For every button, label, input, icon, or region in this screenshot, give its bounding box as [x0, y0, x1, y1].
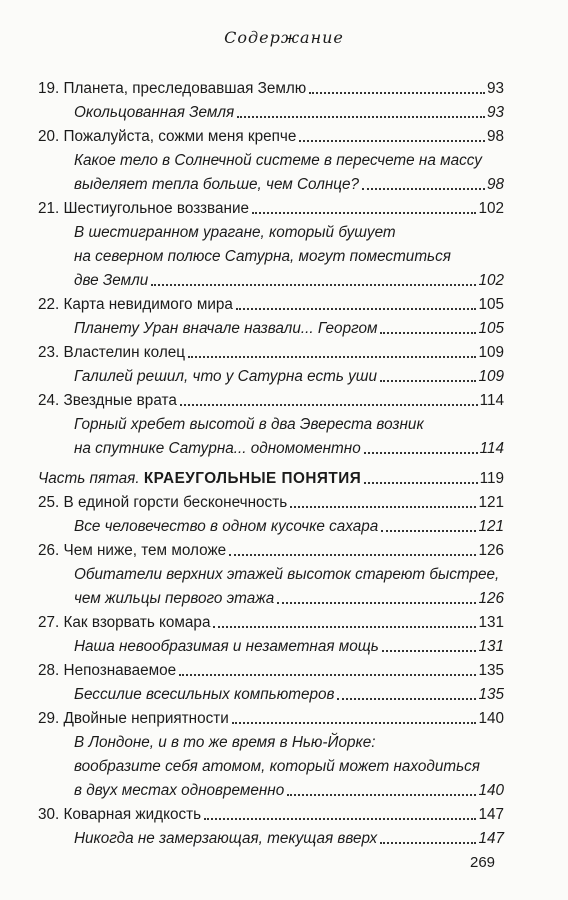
entry-page: 135: [478, 662, 504, 679]
dot-leader: [381, 530, 476, 532]
dot-leader: [277, 602, 476, 604]
subentry-title: в двух местах одновременно: [74, 782, 285, 799]
subentry-line: Горный хребет высотой в два Эвереста возник: [74, 416, 424, 433]
subentry-line: вообразите себя атомом, который может находиться: [74, 758, 480, 775]
entry-page: 147: [478, 806, 504, 823]
dot-leader: [180, 404, 478, 406]
entry-page: 109: [478, 368, 504, 385]
entry-title: Звездные врата: [63, 392, 177, 409]
toc-subentry: [74, 776, 504, 800]
entry-page: 147: [478, 830, 504, 847]
dot-leader: [213, 626, 476, 628]
subentry-title: Все человечество в одном кусочке сахара: [74, 518, 379, 535]
toc-entry: [38, 194, 504, 218]
toc-entry: [38, 74, 504, 98]
entry-page: 140: [478, 782, 504, 799]
entry-number: 29.: [38, 710, 60, 727]
entry-number: 25.: [38, 494, 60, 511]
entry-title: Планета, преследовавшая Землю: [63, 80, 307, 97]
entry-page: 126: [478, 542, 504, 559]
toc-entry: [38, 704, 504, 728]
toc-subentry: [74, 434, 504, 458]
subentry-title: две Земли: [74, 272, 149, 289]
dot-leader: [252, 212, 476, 214]
dot-leader: [179, 674, 476, 676]
dot-leader: [337, 698, 476, 700]
dot-leader: [236, 308, 477, 310]
entry-number: 27.: [38, 614, 60, 631]
toc-subentry: [74, 170, 504, 194]
page-header: Содержание: [224, 28, 344, 47]
entry-number: 23.: [38, 344, 60, 361]
dot-leader: [287, 794, 476, 796]
dot-leader: [237, 116, 485, 118]
entry-page: 105: [478, 296, 504, 313]
entry-page: 140: [478, 710, 504, 727]
entry-page: 93: [486, 104, 504, 121]
dot-leader: [309, 92, 485, 94]
dot-leader: [299, 140, 485, 142]
subentry-title: Окольцованная Земля: [74, 104, 235, 121]
subentry-title: чем жильцы первого этажа: [74, 590, 275, 607]
entry-page: 126: [478, 590, 504, 607]
entry-number: 24.: [38, 392, 60, 409]
entry-page: 93: [486, 80, 504, 97]
entry-title: Шестиугольное воззвание: [63, 200, 250, 217]
entry-page: 135: [478, 686, 504, 703]
entry-page: 131: [478, 614, 504, 631]
toc-subentry: [74, 512, 504, 536]
entry-number: 20.: [38, 128, 60, 145]
entry-page: 114: [479, 440, 504, 457]
entry-title: Чем ниже, тем моложе: [63, 542, 227, 559]
toc-entry: [38, 488, 504, 512]
toc-subentry: [74, 314, 504, 338]
entry-number: 30.: [38, 806, 60, 823]
subentry-title: Галилей решил, что у Сатурна есть уши: [74, 368, 378, 385]
toc-subentry: [74, 632, 504, 656]
toc-subentry: [74, 362, 504, 386]
subentry-title: выделяет тепла больше, чем Солнце?: [74, 176, 360, 193]
dot-leader: [380, 842, 476, 844]
entry-page: 121: [478, 494, 504, 511]
entry-number: 22.: [38, 296, 60, 313]
toc-subentry: [74, 266, 504, 290]
subentry-line: В шестигранном урагане, который бушует: [74, 224, 396, 241]
entry-title: Пожалуйста, сожми меня крепче: [63, 128, 297, 145]
entry-page: 119: [479, 470, 504, 487]
entry-title: В единой горсти бесконечность: [63, 494, 288, 511]
dot-leader: [290, 506, 476, 508]
entry-page: 102: [478, 272, 504, 289]
toc-subentry: [74, 680, 504, 704]
entry-page: 105: [478, 320, 504, 337]
entry-number: 26.: [38, 542, 60, 559]
dot-leader: [232, 722, 477, 724]
dot-leader: [382, 650, 477, 652]
subentry-title: Наша невообразимая и незаметная мощь: [74, 638, 379, 655]
entry-title: Непознаваемое: [63, 662, 177, 679]
entry-page: 109: [478, 344, 504, 361]
entry-page: 121: [478, 518, 504, 535]
entry-page: 114: [479, 392, 504, 409]
dot-leader: [380, 380, 476, 382]
subentry-line: Обитатели верхних этажей высоток стареют быстрее,: [74, 566, 500, 583]
subentry-title: Бессилие всесильных компьютеров: [74, 686, 335, 703]
toc-entry: [38, 656, 504, 680]
toc-entry: [38, 122, 504, 146]
dot-leader: [362, 188, 485, 190]
entry-title: Карта невидимого мира: [63, 296, 233, 313]
entry-title: Коварная жидкость: [63, 806, 202, 823]
toc-entry: [38, 386, 504, 410]
dot-leader: [364, 452, 478, 454]
entry-page: 98: [486, 176, 504, 193]
toc-subentry: [74, 824, 504, 848]
subentry-title: на спутнике Сатурна... одномоментно: [74, 440, 361, 457]
toc-entry: [38, 536, 504, 560]
subentry-title: Никогда не замерзающая, текущая вверх: [74, 830, 378, 847]
dot-leader: [380, 332, 476, 334]
entry-title: Как взорвать комара: [63, 614, 211, 631]
entry-title: Двойные неприятности: [63, 710, 229, 727]
toc-entry: [38, 800, 504, 824]
toc-entry: [38, 290, 504, 314]
dot-leader: [364, 482, 477, 484]
entry-page: 98: [486, 128, 504, 145]
entry-title: Властелин колец: [63, 344, 186, 361]
entry-number: 19.: [38, 80, 60, 97]
dot-leader: [151, 284, 476, 286]
toc-entry: [38, 608, 504, 632]
page-number: 269: [470, 854, 496, 871]
subentry-line: Какое тело в Солнечной системе в пересчете на массу: [74, 152, 482, 169]
subentry-title: Планету Уран вначале назвали... Георгом: [74, 320, 378, 337]
subentry-line: на северном полюсе Сатурна, могут поместиться: [74, 248, 451, 265]
toc-subentry: [74, 584, 504, 608]
entry-number: 28.: [38, 662, 60, 679]
entry-number: 21.: [38, 200, 60, 217]
dot-leader: [188, 356, 476, 358]
toc-part: [38, 464, 504, 488]
toc-entry: [38, 338, 504, 362]
part-label: Часть пятая.: [38, 470, 140, 487]
dot-leader: [229, 554, 476, 556]
subentry-line: В Лондоне, и в то же время в Нью-Йорке:: [74, 734, 376, 751]
entry-page: 131: [478, 638, 504, 655]
dot-leader: [204, 818, 476, 820]
part-title: КРАЕУГОЛЬНЫЕ ПОНЯТИЯ: [143, 470, 362, 487]
toc-subentry: [74, 98, 504, 122]
entry-page: 102: [478, 200, 504, 217]
